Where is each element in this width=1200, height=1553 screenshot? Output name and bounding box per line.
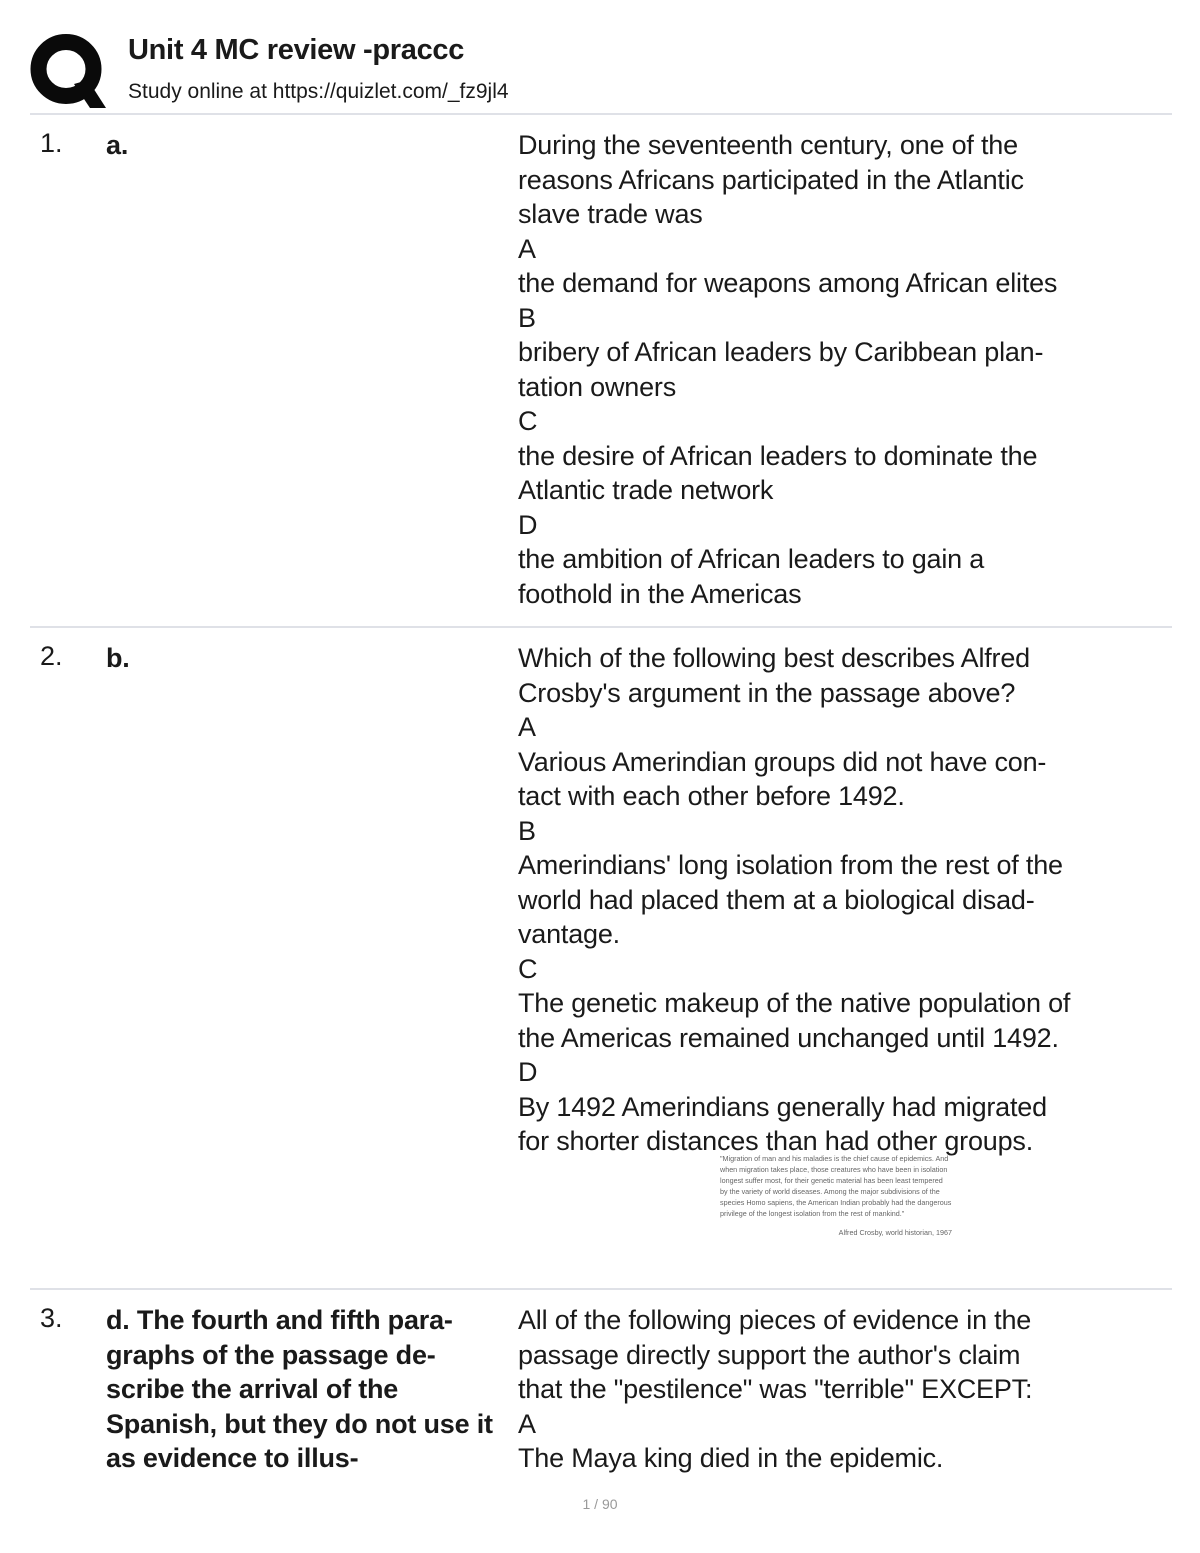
card-number: 2. (40, 641, 63, 671)
choice-text-b: bribery of African leaders by Caribbean plan- (518, 337, 1044, 367)
question-line: that the "pestilence" was "terrible" EXCEPT: (518, 1374, 1033, 1404)
quizlet-q-logo-icon (30, 32, 106, 108)
choice-label-c: C (518, 406, 538, 436)
choice-label-b: B (518, 815, 536, 846)
choice-label-a: A (518, 712, 536, 742)
answer-letter: a. (106, 130, 129, 160)
card-question (518, 641, 1168, 1159)
divider (30, 626, 1172, 628)
choice-label-c: C (518, 953, 538, 984)
choice-text-a: Various Amerindian groups did not have con- (518, 746, 1047, 777)
choice-label-d: D (518, 1057, 538, 1087)
choice-label-b: B (518, 302, 536, 333)
answer-letter: d. (106, 1305, 130, 1335)
passage-source: Alfred Crosby, world historian, 1967 (838, 1228, 952, 1237)
question-line: reasons Africans participated in the Atlantic (518, 164, 1024, 195)
quizlet-set-link[interactable]: https://quizlet.com/_fz9jl4 (272, 80, 509, 103)
choice-text-c: the Americas remained unchanged until 1492. (518, 1022, 1059, 1053)
divider (30, 1288, 1172, 1290)
study-online-line (128, 80, 509, 104)
question-line: Crosby's argument in the passage above? (518, 677, 1016, 708)
choice-text-a: the demand for weapons among African elites (518, 268, 1058, 298)
set-title: Unit 4 MC review -praccc (128, 34, 465, 66)
question-line: During the seventeenth century, one of the (518, 130, 1018, 160)
choice-text-b: world had placed them at a biological disad- (518, 884, 1035, 915)
choice-label-d: D (518, 509, 538, 540)
divider (30, 113, 1172, 115)
card-answer (106, 1303, 504, 1476)
card-number: 3. (40, 1303, 63, 1333)
choice-label-a: A (518, 233, 536, 264)
choice-text-c: The genetic makeup of the native population of (518, 988, 1071, 1018)
card-answer (106, 128, 504, 163)
passage-text: "Migration of man and his maladies is the chief cause of epidemics. And when migration takes place, those creatures who have been in isolation longest suffer most, for their genetic material has been least tempered by the variety of world diseases. Among the major subdivisions of the species Homo sapiens, the American Indian probably had the dangerous privilege of the longest isolation from the rest of mankind." (720, 1154, 952, 1218)
choice-text-b: Amerindians' long isolation from the rest of the (518, 850, 1063, 880)
choice-text-a: The Maya king died in the epidemic. (518, 1443, 944, 1473)
card-number: 1. (40, 128, 63, 158)
card-answer (106, 641, 504, 676)
choice-text-a: tact with each other before 1492. (518, 781, 905, 811)
question-line: All of the following pieces of evidence in the (518, 1305, 1032, 1335)
answer-letter: b. (106, 643, 130, 673)
answer-text: The fourth and fifth para- graphs of the passage de- scribe the arrival of the Spanish, but they do not use it as evidence to illus- (106, 1305, 493, 1473)
choice-text-b: tation owners (518, 371, 676, 402)
question-line: Which of the following best describes Alfred (518, 643, 1030, 673)
choice-text-c: the desire of African leaders to dominate the (518, 440, 1038, 471)
choice-text-d: the ambition of African leaders to gain a (518, 544, 985, 574)
choice-text-d: for shorter distances than had other groups. (518, 1126, 1034, 1156)
card-question (518, 1303, 1168, 1476)
study-online-label: Study online at (128, 80, 273, 103)
choice-text-d: foothold in the Americas (518, 578, 802, 609)
choice-text-c: Atlantic trade network (518, 475, 774, 505)
card-question (518, 128, 1168, 611)
choice-label-a: A (518, 1408, 536, 1439)
header (30, 30, 1172, 112)
question-line: passage directly support the author's claim (518, 1339, 1021, 1370)
passage-image (720, 1153, 952, 1238)
choice-text-b: vantage. (518, 919, 620, 949)
page-indicator: 1 / 90 (582, 1496, 618, 1512)
choice-text-d: By 1492 Amerindians generally had migrated (518, 1091, 1047, 1122)
question-line: slave trade was (518, 199, 703, 229)
